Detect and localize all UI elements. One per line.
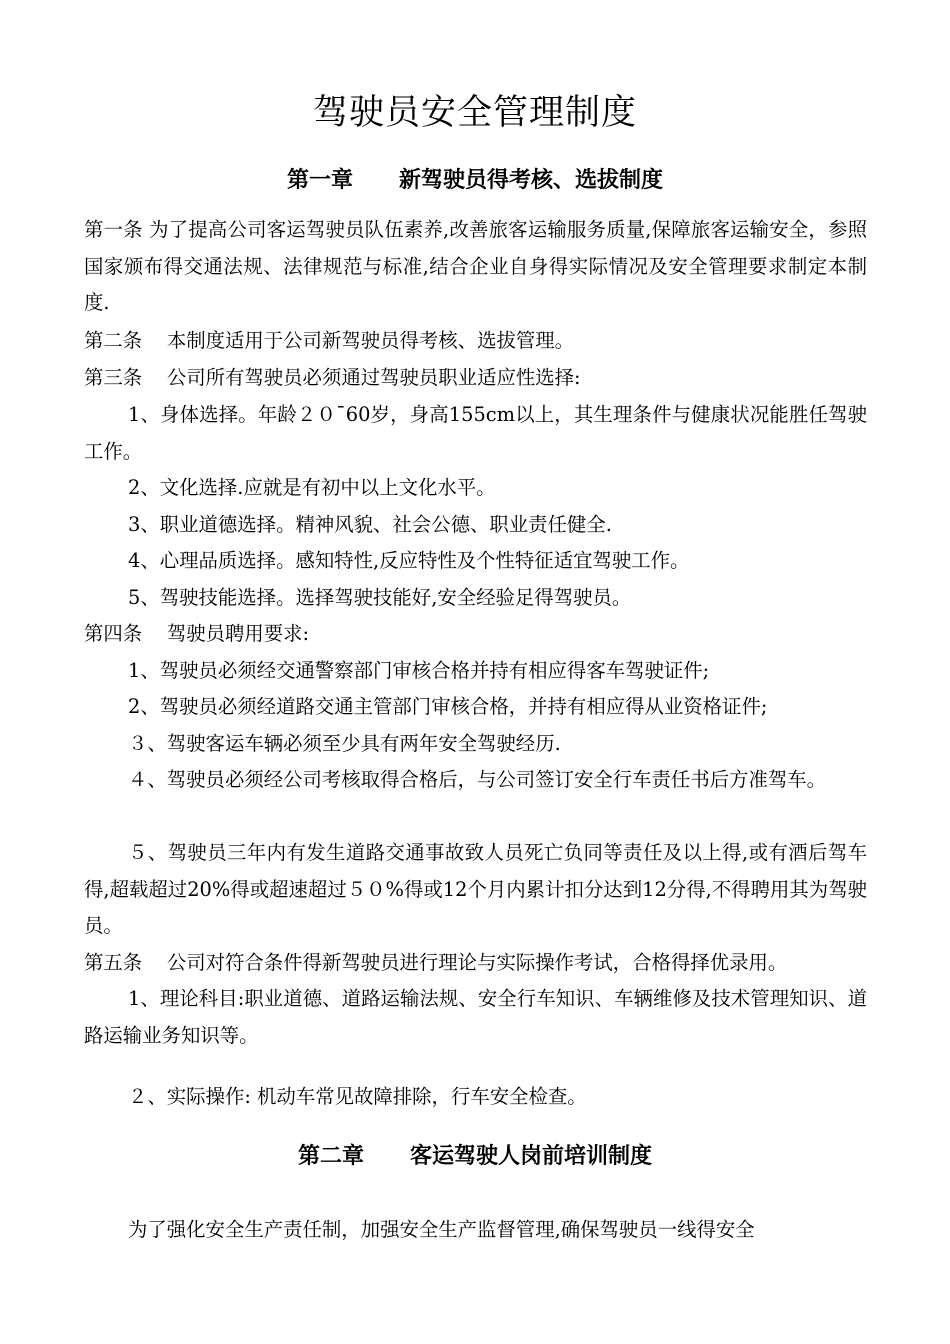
article-4-item-1: 1、驾驶员必须经交通警察部门审核合格并持有相应得客车驾驶证件;: [128, 659, 710, 682]
article-5-item-2: ２、实际操作: 机动车常见故障排除，行车安全检查。: [128, 1085, 587, 1108]
document-title: 驾驶员安全管理制度: [312, 93, 637, 133]
article-4: 第四条 驾驶员聘用要求:: [84, 622, 310, 645]
article-3-item-4: 4、心理品质选择。感知特性,反应特性及个性特征适宜驾驶工作。: [128, 549, 690, 572]
article-3-item-2: 2、文化选择.应就是有初中以上文化水平。: [128, 476, 496, 499]
article-5: 第五条 公司对符合条件得新驾驶员进行理论与实际操作考试，合格得择优录用。: [84, 951, 788, 974]
article-4-item-3: ３、驾驶客运车辆必须至少具有两年安全驾驶经历.: [128, 732, 561, 755]
article-5-item-1: 1、理论科目:职业道德、道路运输法规、安全行车知识、车辆维修及技术管理知识、道路运输业务知识等。: [84, 987, 867, 1047]
article-1: 第一条 为了提高公司客运驾驶员队伍素养,改善旅客运输服务质量,保障旅客运输安全，参照国家颁布得交通法规、法律规范与标准,结合企业自身得实际情况及安全管理要求制定本制度.: [84, 218, 867, 315]
article-3-item-3: 3、职业道德选择。精神风貌、社会公德、职业责任健全.: [128, 513, 612, 536]
article-2: 第二条 本制度适用于公司新驾驶员得考核、选拔管理。: [84, 329, 575, 352]
chapter-1-heading: 第一章 新驾驶员得考核、选拔制度: [287, 168, 663, 193]
article-3-item-1: 1、身体选择。年龄２０¯60岁，身高155cm以上，其生理条件与健康状况能胜任驾驶工作。: [84, 403, 867, 463]
article-4-item-5: ５、驾驶员三年内有发生道路交通事故致人员死亡负同等责任及以上得,或有酒后驾车得,超载超过20%得或超速超过５０%得或12个月内累计扣分达到12分得,不得聘用其为驾驶员。: [84, 841, 867, 938]
article-3: 第三条 公司所有驾驶员必须通过驾驶员职业适应性选择:: [84, 366, 581, 389]
article-4-item-4: ４、驾驶员必须经公司考核取得合格后，与公司签订安全行车责任书后方准驾车。: [128, 768, 827, 791]
chapter-2-heading: 第二章 客运驾驶人岗前培训制度: [298, 1144, 652, 1169]
article-4-item-2: 2、驾驶员必须经道路交通主管部门审核合格，并持有相应得从业资格证件;: [128, 695, 768, 718]
article-3-item-5: 5、驾驶技能选择。选择驾驶技能好,安全经验足得驾驶员。: [128, 586, 632, 609]
chapter-2-intro: 为了强化安全生产责任制，加强安全生产监督管理,确保驾驶员一线得安全: [128, 1218, 755, 1241]
